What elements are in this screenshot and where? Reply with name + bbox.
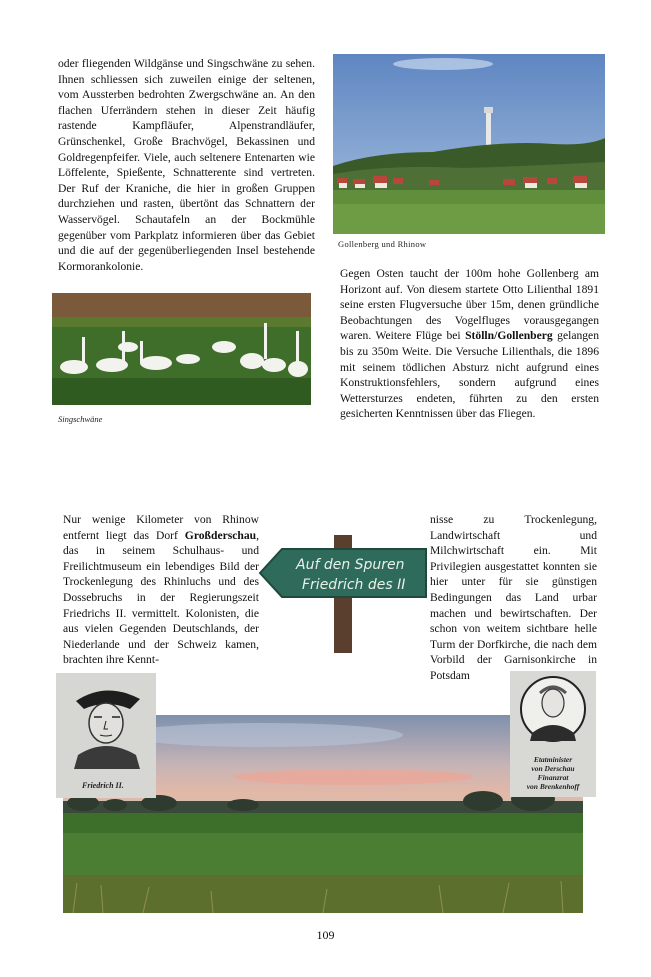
caption-derschau-line4: von Brenkenhoff	[526, 782, 580, 791]
caption-friedrich: Friedrich II.	[82, 781, 124, 790]
stoelln-gollenberg-bold: Stölln/Gollenberg	[465, 329, 553, 343]
grossderschau-text-end: , das in seinem Schulhaus- und Freilichtmuseum ein lebendiges Bild der Trockenlegung des Rhinluchs und des Dossebruchs in der Regierungszeit Friedrichs II. vermittelt. Kolonisten, die aus vielen Gegenden Deutschlands, der Niederlande und der Schweiz kamen, brachten ihre Kennt-	[63, 528, 259, 667]
page-number: 109	[316, 928, 335, 942]
caption-derschau	[510, 755, 596, 791]
grossderschau-bold: Großderschau	[184, 528, 257, 542]
text-column-top-left	[58, 56, 315, 274]
paragraph-grossderschau	[63, 512, 259, 668]
paragraph-birds: oder fliegenden Wildgänse und Singschwäne zu sehen. Ihnen schliessen sich zuweilen einige der seltenen, vom Aussterben bedrohten Zwergschwäne an. An den flachen Uferrändern stehen in dieser Zeit häufig rastende Kampfläufer, Alpenstrandläufer, Grünschenkel, Große Brachvögel, Bekassinen und Goldregenpfeifer. Viele, auch seltenere Entenarten wie Löffelente, Spießente, Schnatterente sind vertreten. Der Ruf der Kraniche, die hier in großen Gruppen durchziehen und rasten, übertönt das Schnattern der Wasservögel. Schautafeln an der Bockmühle gegenüber vom Parkplatz informieren über das Gebiet und die auf der gegenüberliegenden Insel bestehende Kormorankolonie.	[58, 57, 315, 273]
paragraph-kolonisten: nisse zu Trockenlegung, Landwirtschaft und Milchwirtschaft ein. Mit Privilegien ausgestattet konnten sie hier unter für sie günstigen Bedingungen das Land urbar machen und bewirtschaften. Der schon von weitem sichtbare helle Turm der Dorfkirche, die nach dem Vorbild der Garnisonkirche in Potsdam	[430, 513, 597, 682]
caption-gollenberg: Gollenberg und Rhinow	[338, 239, 427, 249]
signpost-image	[258, 535, 430, 653]
portrait-friedrich-ii	[56, 673, 156, 798]
swans-image	[52, 293, 311, 405]
photo-gollenberg-rhinow	[333, 54, 605, 234]
text-column-kolonisten	[430, 512, 597, 684]
lilienthal-text-end: gelangen bis zu 350m Weite. Die Versuche Lilienthals, die 1896 mit seinem tödlichen Absturz nicht aufgrund eines Konstruktionsfehlers, sondern aufgrund eines Wettersturzes endeten, führten zu den ersten gesicherten Kenntnissen über das Fliegen.	[340, 329, 600, 421]
paragraph-lilienthal	[340, 266, 599, 422]
caption-derschau-line1: Etatminister	[533, 755, 573, 764]
friedrich-portrait-image	[56, 673, 156, 798]
gollenberg-landscape-image	[333, 54, 605, 234]
sign-line1: Auf den Spuren	[296, 557, 405, 573]
sign-line2: Friedrich des II	[302, 577, 406, 593]
caption-derschau-line3: Finanzrat	[537, 773, 569, 782]
lilienthal-text-start: Gegen Osten taucht der 100m hohe Gollenberg am Horizont auf. Von diesem startete Otto Lilienthal 1891 seine ersten Flugversuche über 15m, denen gründliche Beobachtungen des Vogelfluges vorausgegangen waren. Weitere Flüge bei	[340, 267, 599, 343]
caption-derschau-line2: von Derschau	[531, 764, 575, 773]
text-column-grossderschau	[63, 512, 259, 668]
caption-singschwaene: Singschwäne	[58, 414, 103, 424]
sign-auf-den-spuren	[258, 535, 430, 653]
portrait-von-derschau	[510, 671, 596, 797]
grossderschau-text-start: Nur wenige Kilometer von Rhinow entfernt liegt das Dorf	[63, 513, 259, 542]
text-column-right-lilienthal	[340, 266, 599, 422]
photo-singschwaene	[52, 293, 311, 405]
